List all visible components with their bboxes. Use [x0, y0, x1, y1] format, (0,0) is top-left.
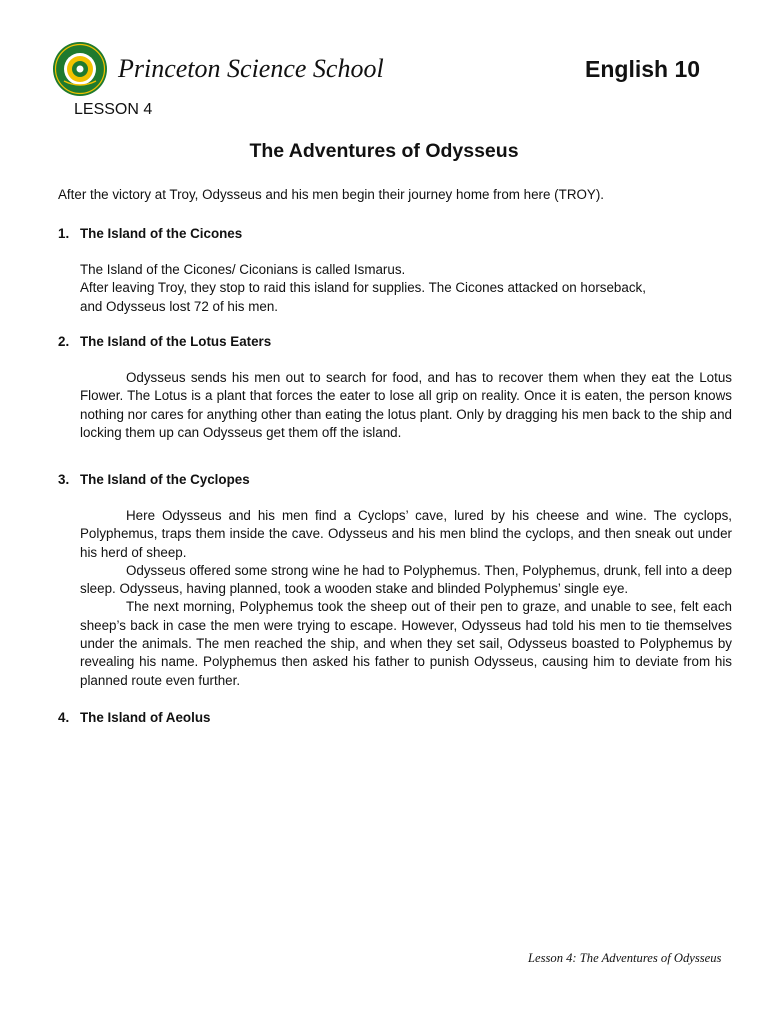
- section-number: 4.: [58, 710, 70, 725]
- section-heading-cyclopes: [58, 472, 250, 487]
- school-name: Princeton Science School: [118, 54, 384, 83]
- section-heading-aeolus: [58, 710, 210, 725]
- section-number: 1.: [58, 226, 70, 241]
- body-line: and Odysseus lost 72 of his men.: [80, 298, 278, 314]
- section-body-cicones: [80, 261, 732, 316]
- paragraph: The next morning, Polyphemus took the sheep out of their pen to graze, and unable to see, felt each sheep’s back in case the men were trying to escape. However, Odysseus had told his men to tie themselves under the animals. The men reached the ship, and when they set sail, Odysseus boasted to Polyphemus by revealing his name. Polyphemus then asked his father to punish Odysseus, causing him to deviate from his planned route even further.: [80, 599, 732, 688]
- intro-paragraph: After the victory at Troy, Odysseus and his men begin their journey home from here (TROY).: [58, 187, 605, 202]
- section-title: The Island of the Lotus Eaters: [80, 334, 272, 349]
- school-logo: [52, 41, 108, 97]
- section-body-lotus-eaters: Odysseus sends his men out to search for food, and has to recover them when they eat the Lotus Flower. The Lotus is a plant that forces the eater to lose all grip on reality. Once it is eaten, the person knows nothing nor cares for anything other than eating the lotus plant. Only by dragging his men back to the ship and locking them up can Odysseus get them off the island.: [80, 370, 732, 440]
- school-seal-icon: [52, 41, 108, 97]
- page-title: The Adventures of Odysseus: [249, 140, 519, 162]
- paragraph: Here Odysseus and his men find a Cyclops’ cave, lured by his cheese and wine. The cyclops, Polyphemus, traps them inside the cave. Odysseus and his men blind the cyclops, and then sneak out under his herd of sheep.: [80, 508, 732, 560]
- section-heading-cicones: [58, 226, 242, 241]
- course-title: English 10: [585, 56, 701, 82]
- section-title: The Island of the Cyclopes: [80, 472, 250, 487]
- section-title: The Island of the Cicones: [80, 226, 243, 241]
- section-number: 2.: [58, 334, 70, 349]
- lesson-label: LESSON 4: [74, 101, 153, 118]
- body-line: After leaving Troy, they stop to raid this island for supplies. The Cicones attacked on horseback,: [80, 280, 646, 296]
- page-footer: Lesson 4: The Adventures of Odysseus: [528, 951, 722, 965]
- section-title: The Island of Aeolus: [80, 710, 211, 725]
- body-line: The Island of the Cicones/ Ciconians is called Ismarus.: [80, 262, 406, 277]
- section-heading-lotus-eaters: [58, 334, 271, 349]
- section-body-cyclopes: [80, 507, 732, 690]
- section-number: 3.: [58, 472, 70, 487]
- paragraph: Odysseus offered some strong wine he had to Polyphemus. Then, Polyphemus, drunk, fell into a deep sleep. Odysseus, having planned, took a wooden stake and blinded Polyphemus’ single eye.: [80, 562, 732, 597]
